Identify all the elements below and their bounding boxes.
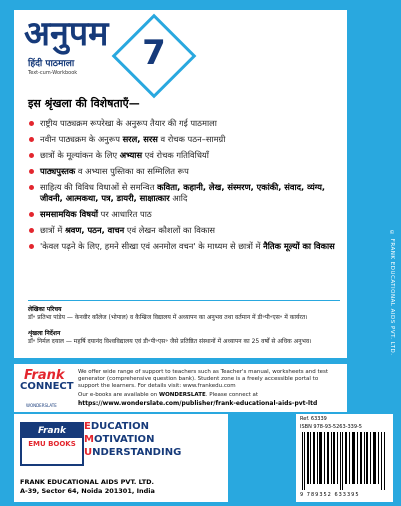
feature-item: साहित्य की विविध विधाओं से समन्वित कविता, कहानी, लेख, संस्मरण, एकांकी, संवाद, व्यंग्य, जीवनी, आत्मकथा, पत्र, डायरी, साक्षात्कार आदि <box>28 182 340 204</box>
emu-frank-label: Frank <box>22 424 82 438</box>
emu-tagline: EDUCATION MOTIVATION UNDERSTANDING <box>84 421 182 458</box>
ref-number: Ref. 63339 <box>300 416 327 422</box>
editor-heading: शृंखला निर्देशन <box>28 330 61 337</box>
frank-connect-logo <box>18 368 76 408</box>
book-subtitle: हिंदी पाठमाला <box>28 59 75 69</box>
features-heading: इस श्रृंखला की विशेषताएँ— <box>28 97 140 110</box>
publisher-name: FRANK EDUCATIONAL AIDS PVT. LTD. <box>20 478 155 486</box>
frank-logo-top: Frank <box>24 368 65 383</box>
feature-item: राष्ट्रीय पाठ्यक्रम रूपरेखा के अनुरूप तैयार की गई पाठमाला <box>28 118 340 129</box>
feature-item: समसामयिक विषयों पर आधारित पाठ <box>28 209 340 220</box>
author-text: डॉ॰ प्रतिभा पांडेय — केनवीर कॉलेज (भोपाल) व कैम्ब्रिज विद्यालय में अध्यापन का अनुभव तथा वर्तमान में डी॰पी॰एस॰ में कार्यरत। <box>28 314 308 321</box>
copyright-side-text: © FRANK EDUCATIONAL AIDS PVT. LTD. <box>389 230 395 356</box>
publisher-address: A-39, Sector 64, Noida 201301, India <box>20 487 155 495</box>
section-divider <box>28 300 340 301</box>
editor-section <box>28 330 340 346</box>
author-section <box>28 306 340 322</box>
feature-item: छात्रों के मूल्यांकन के लिए अभ्यास एवं रोचक गतिविधियाँ <box>28 150 340 161</box>
editor-text: डॉ॰ निर्मल दयाल — महर्षि दयानंद विश्वविद्यालय एवं डी॰पी॰एस॰ जैसे प्रतिष्ठित संस्थानों में अध्यापन का 25 वर्षों से अधिक अनुभव। <box>28 338 312 345</box>
isbn-number: ISBN 978-93-5263-339-5 <box>300 424 362 430</box>
ebook-note: Our e-books are available on WONDERSLATE. Please connect at <box>78 392 259 398</box>
barcode-icon <box>300 432 389 490</box>
publisher-box <box>14 414 228 502</box>
ebook-url[interactable]: https://www.wonderslate.com/publisher/frank-educational-aids-pvt-ltd <box>78 400 318 407</box>
features-list <box>28 118 340 257</box>
book-tag: Text-cum-Workbook <box>28 70 78 76</box>
frank-description: We offer wide range of support to teachers such as Teacher's manual, worksheets and test generator (comprehensive question bank). Student zone is a freely accessible portal to support the learners. For details visit: www.frankedu.com <box>78 369 329 389</box>
cover-panel <box>14 10 347 358</box>
grade-number: 7 <box>142 33 166 73</box>
feature-item: 'केवल पढ़ने के लिए, हमने सीखा एवं अनमोल वचन' के माध्यम से छात्रों में नैतिक मूल्यों का विकास <box>28 241 340 252</box>
frank-logo-bottom: CONNECT <box>20 381 74 392</box>
feature-item: छात्रों में श्रवण, पठन, वाचन एवं लेखन कौशलों का विकास <box>28 225 340 236</box>
barcode-box <box>296 414 393 502</box>
author-heading: लेखिका परिचय <box>28 306 62 313</box>
barcode-digits: 9 789352 633395 <box>300 492 360 498</box>
feature-item: नवीन पाठ्यक्रम के अनुरूप सरल, सरस व रोचक पठन–सामग्री <box>28 134 340 145</box>
emu-books-label: EMU BOOKS <box>28 440 76 448</box>
wonderslate-logo: WONDERSLATE <box>26 403 57 408</box>
emu-books-logo <box>20 422 84 466</box>
frank-connect-box <box>14 364 347 412</box>
feature-item: पाठ्यपुस्तक व अभ्यास पुस्तिका का सम्मिलित रूप <box>28 166 340 177</box>
book-title: अनुपम <box>24 14 109 54</box>
